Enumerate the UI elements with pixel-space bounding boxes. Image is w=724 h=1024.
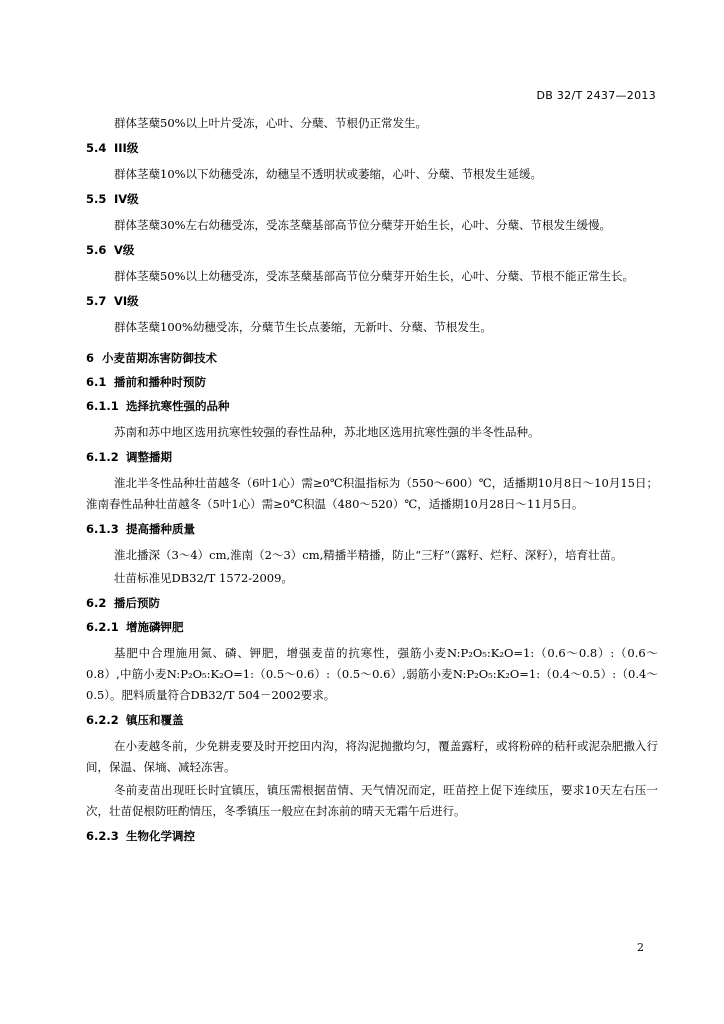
section-heading [86,293,658,309]
section-heading [86,374,658,390]
section-number: 6.2.2 [86,713,119,727]
section-title: VI级 [114,294,139,308]
section-title: 小麦苗期冻害防御技术 [102,351,217,365]
section-heading [86,712,658,728]
paragraph: 群体茎蘖50%以上幼穗受冻，受冻茎蘖基部高节位分蘖芽开始生长，心叶、分蘖、节根不能正常生长。 [114,269,635,283]
section-heading [86,242,658,258]
paragraph: 在小麦越冬前，少免耕麦要及时开挖田内沟，将沟泥抛撒均匀，覆盖露籽，或将粉碎的秸秆或泥杂肥撒入行间，保温、保墒、减轻冻害。 [86,739,658,774]
paragraph: 群体茎蘖30%左右幼穗受冻，受冻茎蘖基部高节位分蘖芽开始生长，心叶、分蘖、节根发生缓慢。 [114,218,612,232]
section-heading [86,595,658,611]
section-number: 5.7 [86,294,107,308]
section-title: 调整播期 [126,450,172,464]
section-title: 增施磷钾肥 [126,620,184,634]
paragraph: 基肥中合理施用氮、磷、钾肥，增强麦苗的抗寒性，强筋小麦N:P₂O₅:K₂O=1:（0.6～0.8）:（0.6～0.8）,中筋小麦N:P₂O₅:K₂O=1:（0.5～0.6）:（0.5～0.6）,弱筋小麦N:P₂O₅:K₂O=1:（0.4～0.5）:（0.4～0.5）。肥料质量符合DB32/T 504－2002要求。 [86,646,658,702]
section-number: 6.2.3 [86,829,119,843]
section-number: 5.4 [86,141,107,155]
section-title: 镇压和覆盖 [126,713,184,727]
section-number: 6.2.1 [86,620,119,634]
section-number: 6.2 [86,596,107,610]
paragraph: 群体茎蘖100%幼穗受冻，分蘖节生长点萎缩，无新叶、分蘖、节根发生。 [114,320,492,334]
section-number: 6.1.2 [86,450,119,464]
section-heading [86,191,658,207]
chapter-heading [86,350,658,366]
section-title: 播后预防 [114,596,160,610]
section-title: 生物化学调控 [126,829,195,843]
section-number: 5.6 [86,243,107,257]
standard-code: DB 32/T 2437—2013 [536,89,656,102]
section-number: 6.1.1 [86,399,119,413]
section-title: 选择抗寒性强的品种 [126,399,230,413]
section-title: 提高播种质量 [126,522,195,536]
section-heading [86,619,658,635]
section-number: 5.5 [86,192,107,206]
section-title: IV级 [114,192,139,206]
paragraph: 淮北播深（3～4）cm,淮南（2～3）cm,精播半精播，防止“三籽”（露籽、烂籽、深籽），培育壮苗。 [114,548,623,562]
section-heading [86,521,658,537]
section-heading [86,140,658,156]
paragraph: 群体茎蘖10%以下幼穗受冻，幼穗呈不透明状或萎缩，心叶、分蘖、节根发生延缓。 [114,167,543,181]
section-number: 6.1.3 [86,522,119,536]
paragraph: 苏南和苏中地区选用抗寒性较强的春性品种，苏北地区选用抗寒性强的半冬性品种。 [114,425,540,439]
section-title: 播前和播种时预防 [114,375,206,389]
section-heading [86,398,658,414]
paragraph: 淮北半冬性品种壮苗越冬（6叶1心）需≥0℃积温指标为（550～600）℃，适播期10月8日～10月15日；淮南春性品种壮苗越冬（5叶1心）需≥0℃积温（480～520）℃，适播期10月28日～11月5日。 [86,476,658,511]
section-number: 6 [86,351,95,365]
section-heading [86,449,658,465]
document-body [86,113,658,852]
section-title: V级 [114,243,135,257]
paragraph: 群体茎蘖50%以上叶片受冻，心叶、分蘖、节根仍正常发生。 [114,116,428,130]
section-title: III级 [114,141,139,155]
section-number: 6.1 [86,375,107,389]
paragraph: 壮苗标准见DB32/T 1572-2009。 [114,571,293,585]
section-heading [86,828,658,844]
page-number: 2 [637,941,644,954]
paragraph: 冬前麦苗出现旺长时宜镇压，镇压需根据苗情、天气情况而定，旺苗控上促下连续压，要求10天左右压一次，壮苗促根防旺酌情压，冬季镇压一般应在封冻前的晴天无霜午后进行。 [86,783,658,818]
